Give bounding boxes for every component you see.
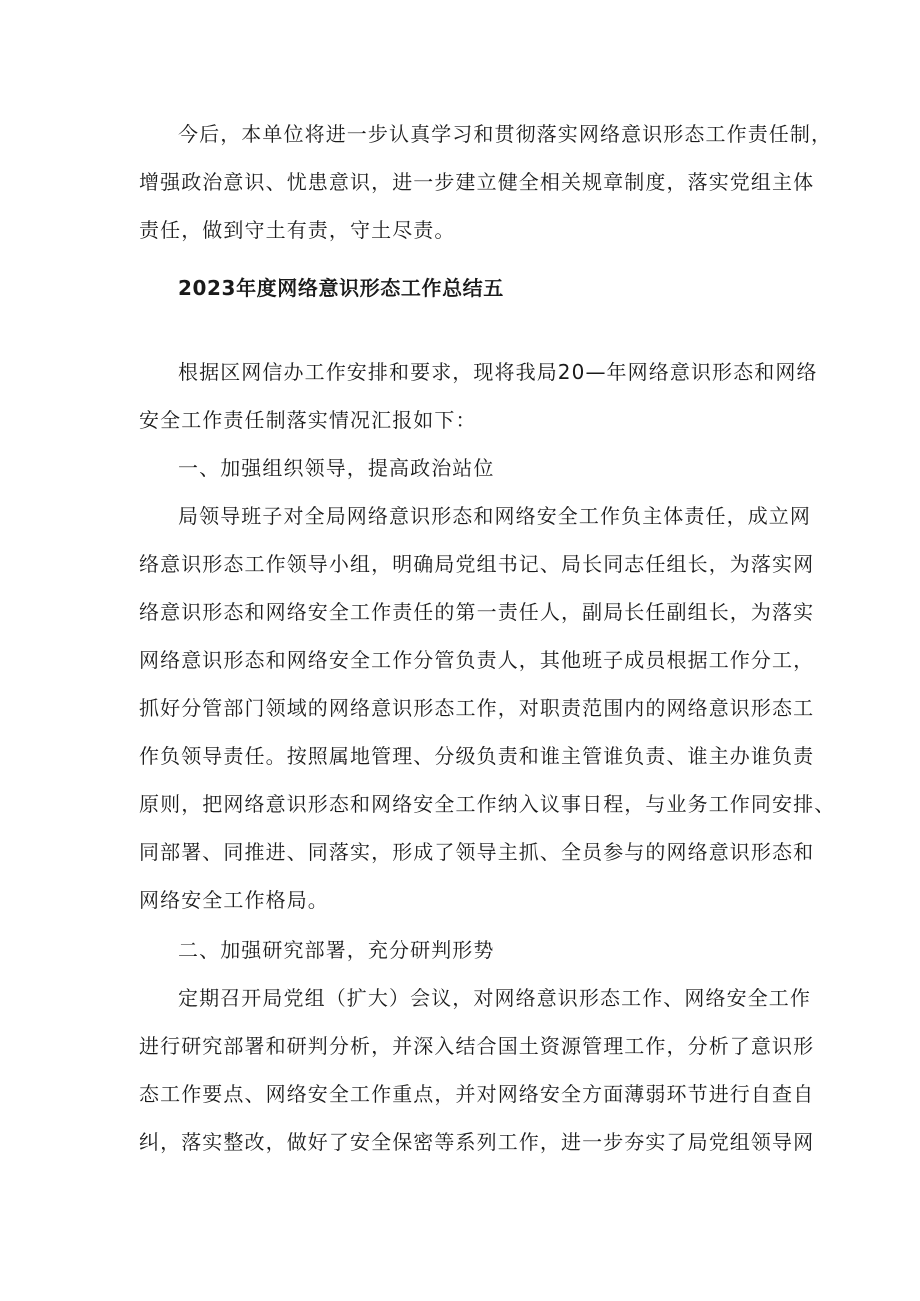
section-1-heading: 一、加强组织领导，提高政治站位	[178, 456, 495, 480]
paragraph-4-line-2: 进行研究部署和研判分析，并深入结合国土资源管理工作，分析了意识形	[139, 1034, 815, 1058]
paragraph-2-line-1: 根据区网信办工作安排和要求，现将我局20—年网络意识形态和网络	[178, 360, 818, 384]
paragraph-3-line-2: 络意识形态工作领导小组，明确局党组书记、局长同志任组长，为落实网	[139, 552, 815, 576]
paragraph-3-line-8: 同部署、同推进、同落实，形成了领导主抓、全员参与的网络意识形态和	[139, 840, 815, 864]
paragraph-3-line-5: 抓好分管部门领域的网络意识形态工作，对职责范围内的网络意识形态工	[139, 696, 815, 720]
paragraph-4-line-3: 态工作要点、网络安全工作重点，并对网络安全方面薄弱环节进行自查自	[139, 1082, 815, 1106]
paragraph-4-line-1: 定期召开局党组（扩大）会议，对网络意识形态工作、网络安全工作	[178, 986, 811, 1010]
paragraph-3-line-9: 网络安全工作格局。	[139, 888, 329, 912]
paragraph-3-line-1: 局领导班子对全局网络意识形态和网络安全工作负主体责任，成立网	[178, 504, 811, 528]
paragraph-3-line-3: 络意识形态和网络安全工作责任的第一责任人，副局长任副组长，为落实	[139, 600, 815, 624]
paragraph-3-line-6: 作负领导责任。按照属地管理、分级负责和谁主管谁负责、谁主办谁负责	[139, 744, 815, 768]
paragraph-1-line-2: 增强政治意识、忧患意识，进一步建立健全相关规章制度，落实党组主体	[139, 170, 815, 194]
paragraph-1-line-3: 责任，做到守土有责，守土尽责。	[139, 218, 456, 242]
paragraph-3-line-7: 原则，把网络意识形态和网络安全工作纳入议事日程，与业务工作同安排、	[139, 792, 836, 816]
document-title: 2023年度网络意识形态工作总结五	[178, 276, 504, 300]
paragraph-4-line-4: 纠，落实整改，做好了安全保密等系列工作，进一步夯实了局党组领导网	[139, 1130, 815, 1154]
section-2-heading: 二、加强研究部署，充分研判形势	[178, 938, 495, 962]
paragraph-3-line-4: 网络意识形态和网络安全工作分管负责人，其他班子成员根据工作分工，	[139, 648, 815, 672]
paragraph-1-line-1: 今后，本单位将进一步认真学习和贯彻落实网络意识形态工作责任制，	[178, 122, 833, 146]
paragraph-2-line-2: 安全工作责任制落实情况汇报如下：	[139, 408, 477, 432]
